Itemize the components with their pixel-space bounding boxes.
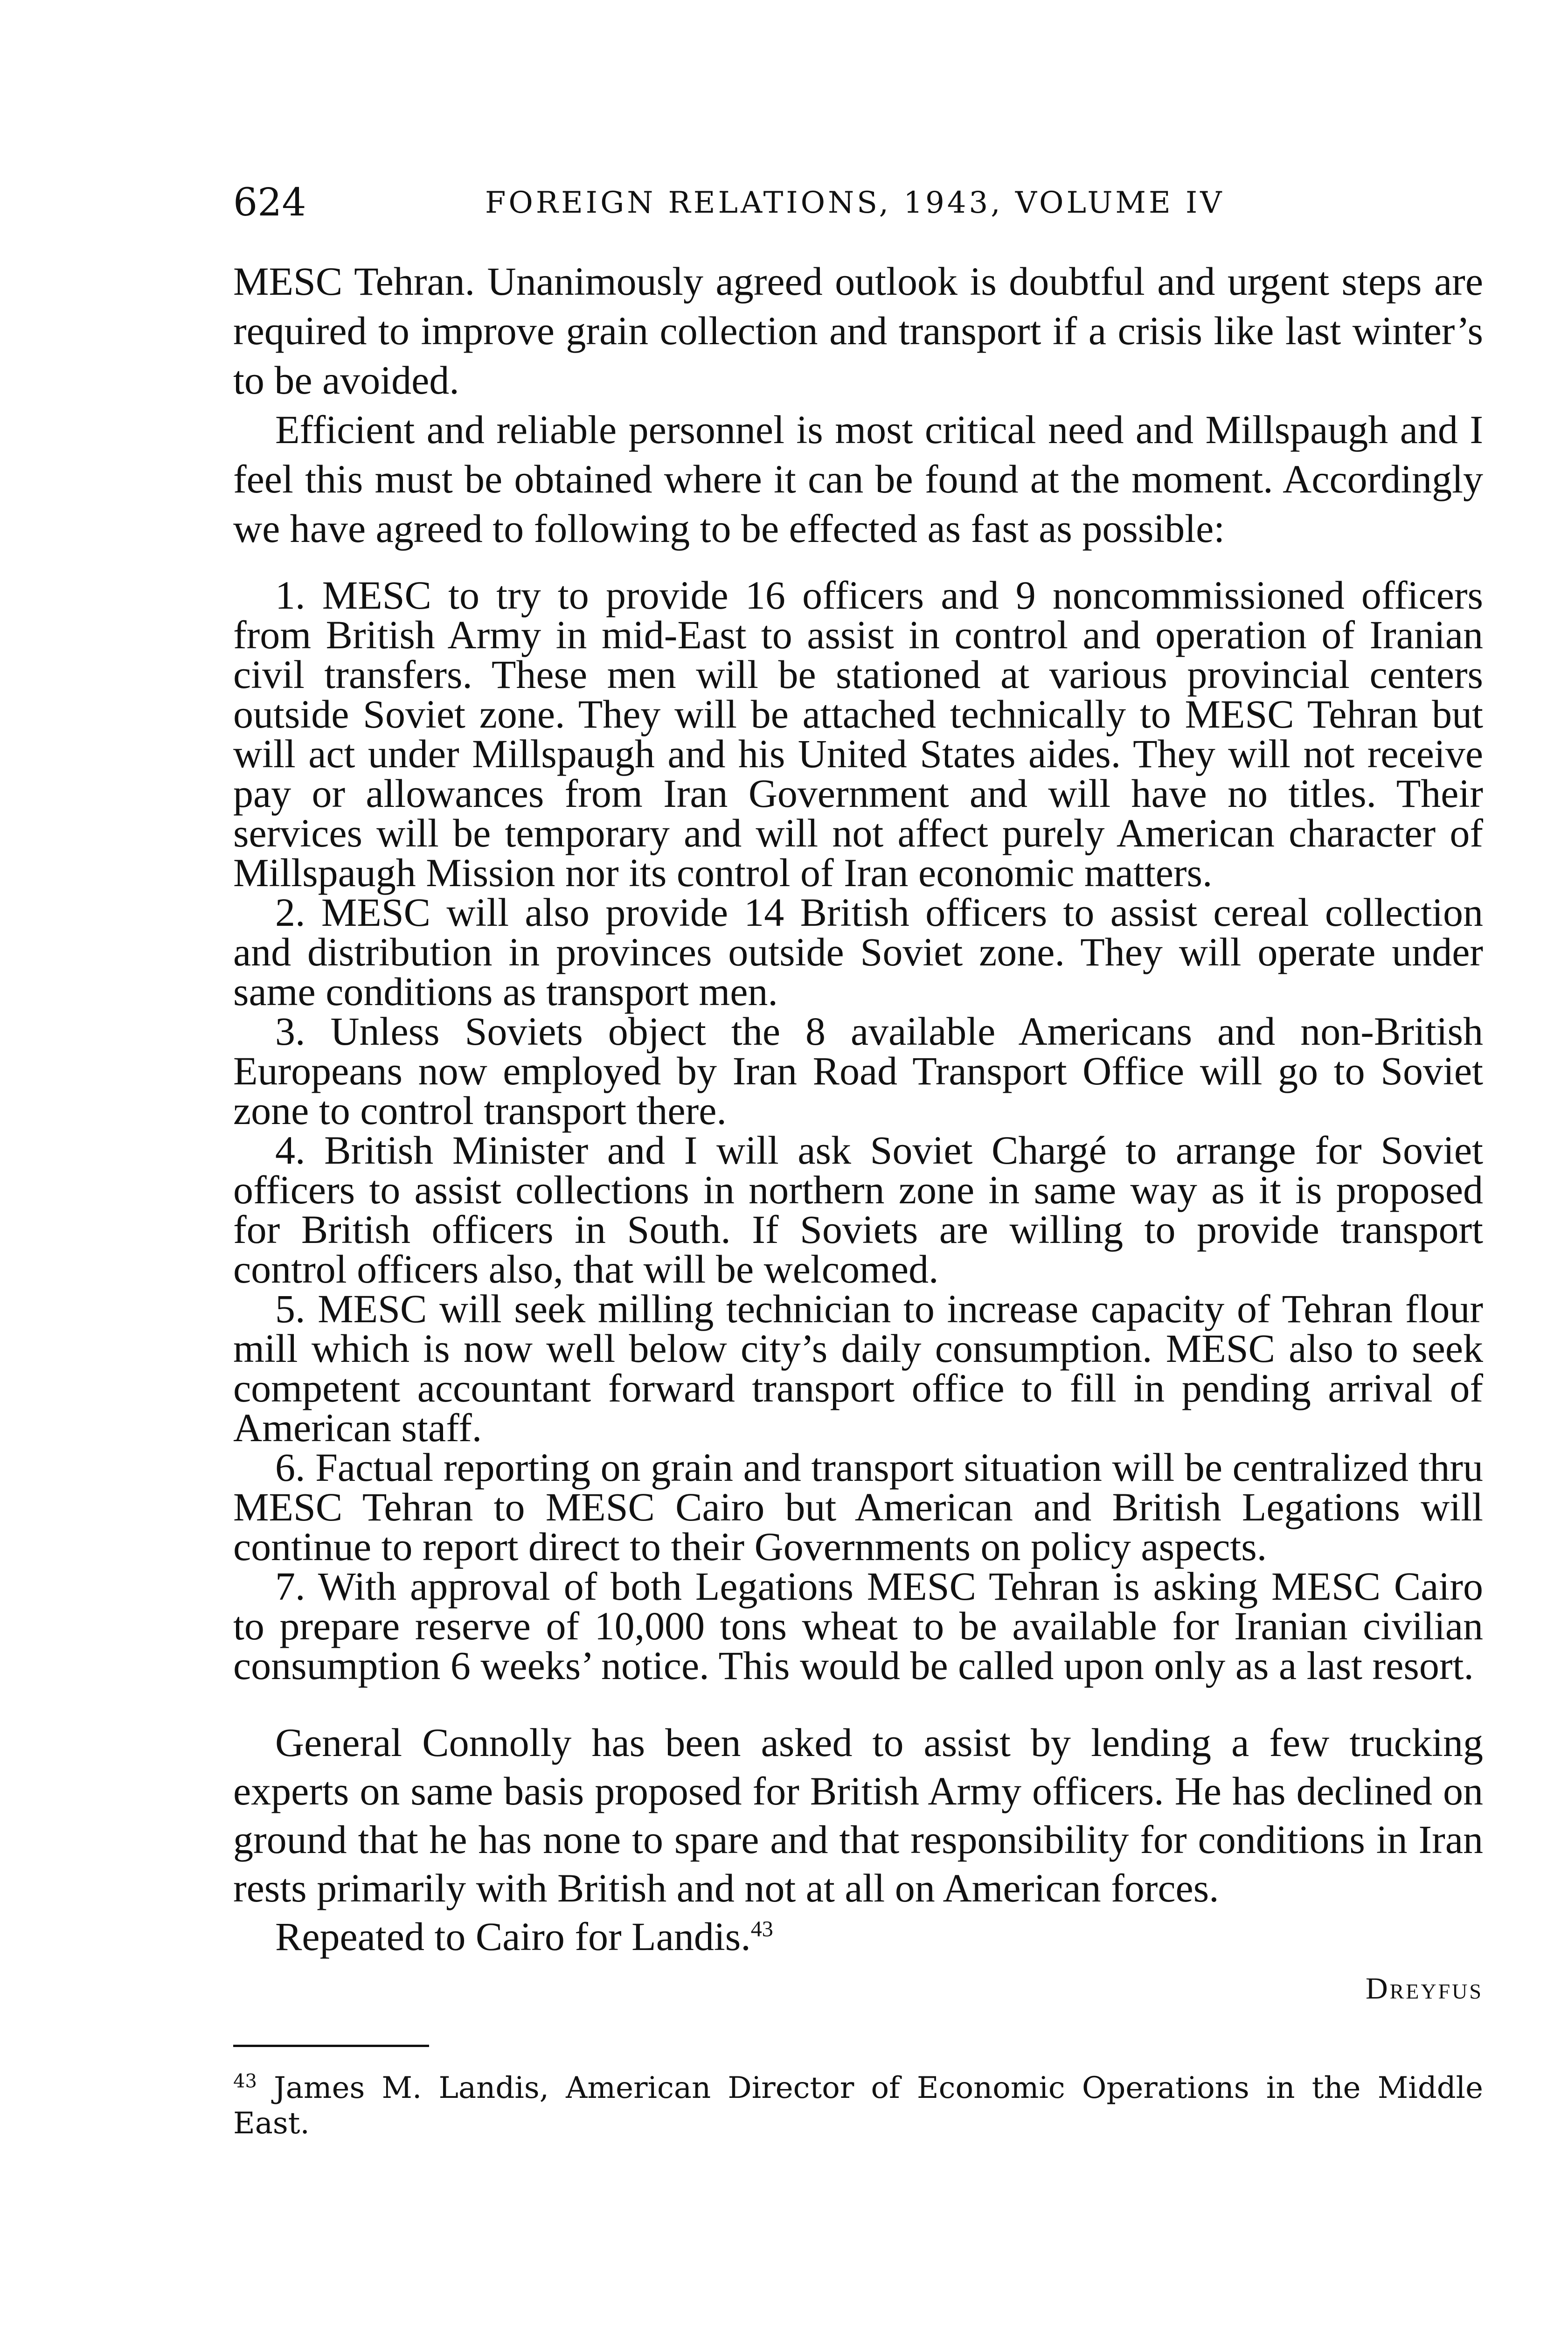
signature: Dreyfus — [1365, 1971, 1483, 2006]
intro-paragraph: MESC Tehran. Unanimously agreed outlook is doubtful and urgent steps are required to improve grain collection and transport if a crisis like last winter’s to be avoided. — [233, 259, 1483, 403]
list-item: 2. MESC will also provide 14 British officers to assist cereal collection and distribution in provinces outside Soviet zone. They will operate under same conditions as transport men. — [233, 890, 1483, 1014]
footnote-text: James M. Landis, American Director of Economic Operations in the Middle East. — [233, 2071, 1484, 2141]
numbered-list — [233, 573, 1483, 1688]
footnote-divider — [233, 2045, 429, 2047]
footnote-reference[interactable]: 43 — [750, 1916, 773, 1942]
list-item: 1. MESC to try to provide 16 officers and 9 noncommissioned officers from British Army in mid-East to assist in control and operation of Iranian civil transfers. These men will be stationed at various provincial centers outside Soviet zone. They will be attached technically to MESC Tehran but will act under Millspaugh and his United States aides. They will not receive pay or allowances from Iran Government and will have no titles. Their services will be temporary and will not affect purely American character of Millspaugh Mission nor its control of Iran economic matters. — [233, 573, 1483, 895]
intro-paragraph: Efficient and reliable personnel is most critical need and Millspaugh and I feel this must be obtained where it can be found at the moment. Accordingly we have agreed to following to be effected as fast as possible: — [233, 407, 1483, 551]
running-title: FOREIGN RELATIONS, 1943, VOLUME IV — [485, 186, 1225, 220]
list-item: 3. Unless Soviets object the 8 available Americans and non-British Europeans now employed by Iran Road Transport Office will go to Soviet zone to control transport there. — [233, 1009, 1483, 1133]
list-item: 4. British Minister and I will ask Soviet Chargé to arrange for Soviet officers to assist collections in northern zone in same way as it is proposed for British officers in South. If Soviets are willing to provide transport control officers also, that will be welcomed. — [233, 1128, 1483, 1291]
list-item: 6. Factual reporting on grain and transport situation will be centralized thru MESC Tehran to MESC Cairo but American and British Legations will continue to report direct to their Governments on policy aspects. — [233, 1445, 1483, 1569]
running-head — [233, 177, 1483, 229]
document-body — [233, 257, 1483, 2012]
footnote — [233, 2070, 1483, 2141]
page-number: 624 — [233, 180, 306, 225]
list-item: 7. With approval of both Legations MESC Tehran is asking MESC Cairo to prepare reserve of 10,000 tons wheat to be available for Iranian civilian consumption 6 weeks’ notice. This would be called upon only as a last resort. — [233, 1564, 1483, 1688]
list-item: 5. MESC will seek milling technician to increase capacity of Tehran flour mill which is now well below city’s daily consumption. MESC also to seek competent accountant forward transport office to fill in pending arrival of American staff. — [233, 1286, 1483, 1450]
closing-section — [233, 1718, 1483, 1961]
repeated-line — [233, 1912, 1483, 1961]
footnote-mark: 43 — [233, 2070, 257, 2092]
connolly-paragraph: General Connolly has been asked to assist by lending a few trucking experts on same basis proposed for British Army officers. He has declined on ground that he has none to spare and that responsibility for conditions in Iran rests primarily with British and not at all on American forces. — [233, 1720, 1483, 1910]
repeated-text: Repeated to Cairo for Landis. — [275, 1914, 751, 1959]
document-page — [233, 177, 1483, 2141]
